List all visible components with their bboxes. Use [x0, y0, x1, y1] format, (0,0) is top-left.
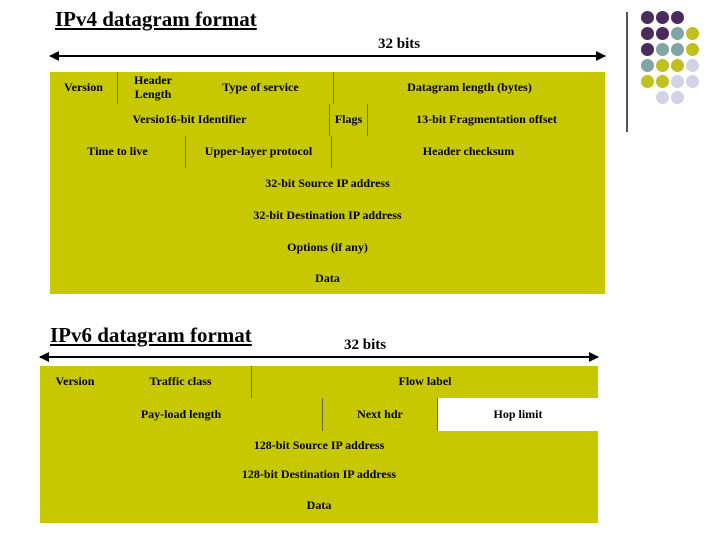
ipv6-row-5 — [40, 489, 598, 523]
ipv4-field-destination-ip: 32-bit Destination IP address — [253, 208, 402, 223]
ipv4-field-data: Data — [315, 271, 340, 286]
decor-dot — [641, 75, 654, 88]
ipv4-row-2 — [50, 104, 605, 137]
decor-dot — [686, 43, 699, 56]
ipv4-row-6 — [50, 232, 605, 265]
ipv4-row-7 — [50, 264, 605, 294]
ipv6-field-flow-label: Flow label — [398, 374, 452, 389]
decor-dot — [671, 91, 684, 104]
ipv4-field-version: Version — [50, 72, 118, 104]
decor-dot — [656, 91, 669, 104]
ipv6-row-4 — [40, 461, 598, 490]
ipv6-field-source-ip: 128-bit Source IP address — [253, 438, 385, 453]
decor-dot — [686, 59, 699, 72]
decor-dot — [641, 59, 654, 72]
decor-dot — [686, 27, 699, 40]
ipv4-field-type-of-service: Type of service — [188, 72, 334, 104]
ipv4-field-header-length: Header Length — [134, 73, 172, 101]
decor-dot — [671, 75, 684, 88]
decor-dot — [671, 43, 684, 56]
decor-dot — [641, 27, 654, 40]
decor-dot — [656, 59, 669, 72]
ipv6-field-payload-length: Pay-load length — [40, 398, 323, 431]
decor-vertical-rule — [626, 12, 628, 132]
ipv6-field-traffic-class: Traffic class — [110, 366, 252, 398]
decor-dot — [656, 27, 669, 40]
ipv6-row-2 — [40, 398, 598, 432]
ipv4-field-ttl: Time to live — [50, 136, 186, 168]
ipv6-field-data: Data — [306, 498, 332, 513]
ipv6-width-label: 32 bits — [344, 337, 387, 353]
ipv6-row-1 — [40, 366, 598, 399]
ipv4-row-4 — [50, 168, 605, 201]
ipv4-field-fragment-offset: 13-bit Fragmentation offset — [416, 112, 557, 127]
ipv6-title: IPv6 datagram format — [50, 323, 252, 347]
ipv4-field-source-ip: 32-bit Source IP address — [265, 176, 390, 191]
ipv4-width-label: 32 bits — [378, 36, 421, 52]
decor-dot — [671, 27, 684, 40]
ipv4-field-datagram-length: Datagram length (bytes) — [407, 80, 532, 95]
ipv4-field-identifier: Versio16-bit Identifier — [50, 104, 330, 136]
ipv4-width-arrow — [50, 51, 605, 61]
ipv4-row-3 — [50, 136, 605, 169]
ipv4-field-upper-layer-protocol: Upper-layer protocol — [186, 136, 332, 168]
ipv6-width-arrow — [40, 352, 598, 362]
ipv4-title: IPv4 datagram format — [55, 7, 257, 31]
ipv6-field-version: Version — [55, 374, 95, 389]
ipv6-field-next-header: Next hdr — [323, 398, 438, 431]
decor-dot — [656, 75, 669, 88]
ipv4-row-5 — [50, 200, 605, 233]
ipv6-field-hop-limit: Hop limit — [438, 398, 598, 431]
decor-dot — [641, 11, 654, 24]
decor-dot — [671, 11, 684, 24]
ipv4-field-options: Options (if any) — [287, 240, 368, 255]
decor-dot — [656, 43, 669, 56]
decor-dot — [686, 75, 699, 88]
ipv4-field-header-checksum: Header checksum — [422, 144, 515, 159]
ipv6-row-3 — [40, 431, 598, 462]
ipv6-field-destination-ip: 128-bit Destination IP address — [241, 467, 397, 482]
decor-dot — [656, 11, 669, 24]
ipv4-field-flags: Flags — [330, 104, 368, 136]
decor-dot — [671, 59, 684, 72]
ipv4-row-1 — [50, 72, 605, 105]
decor-dot — [641, 43, 654, 56]
